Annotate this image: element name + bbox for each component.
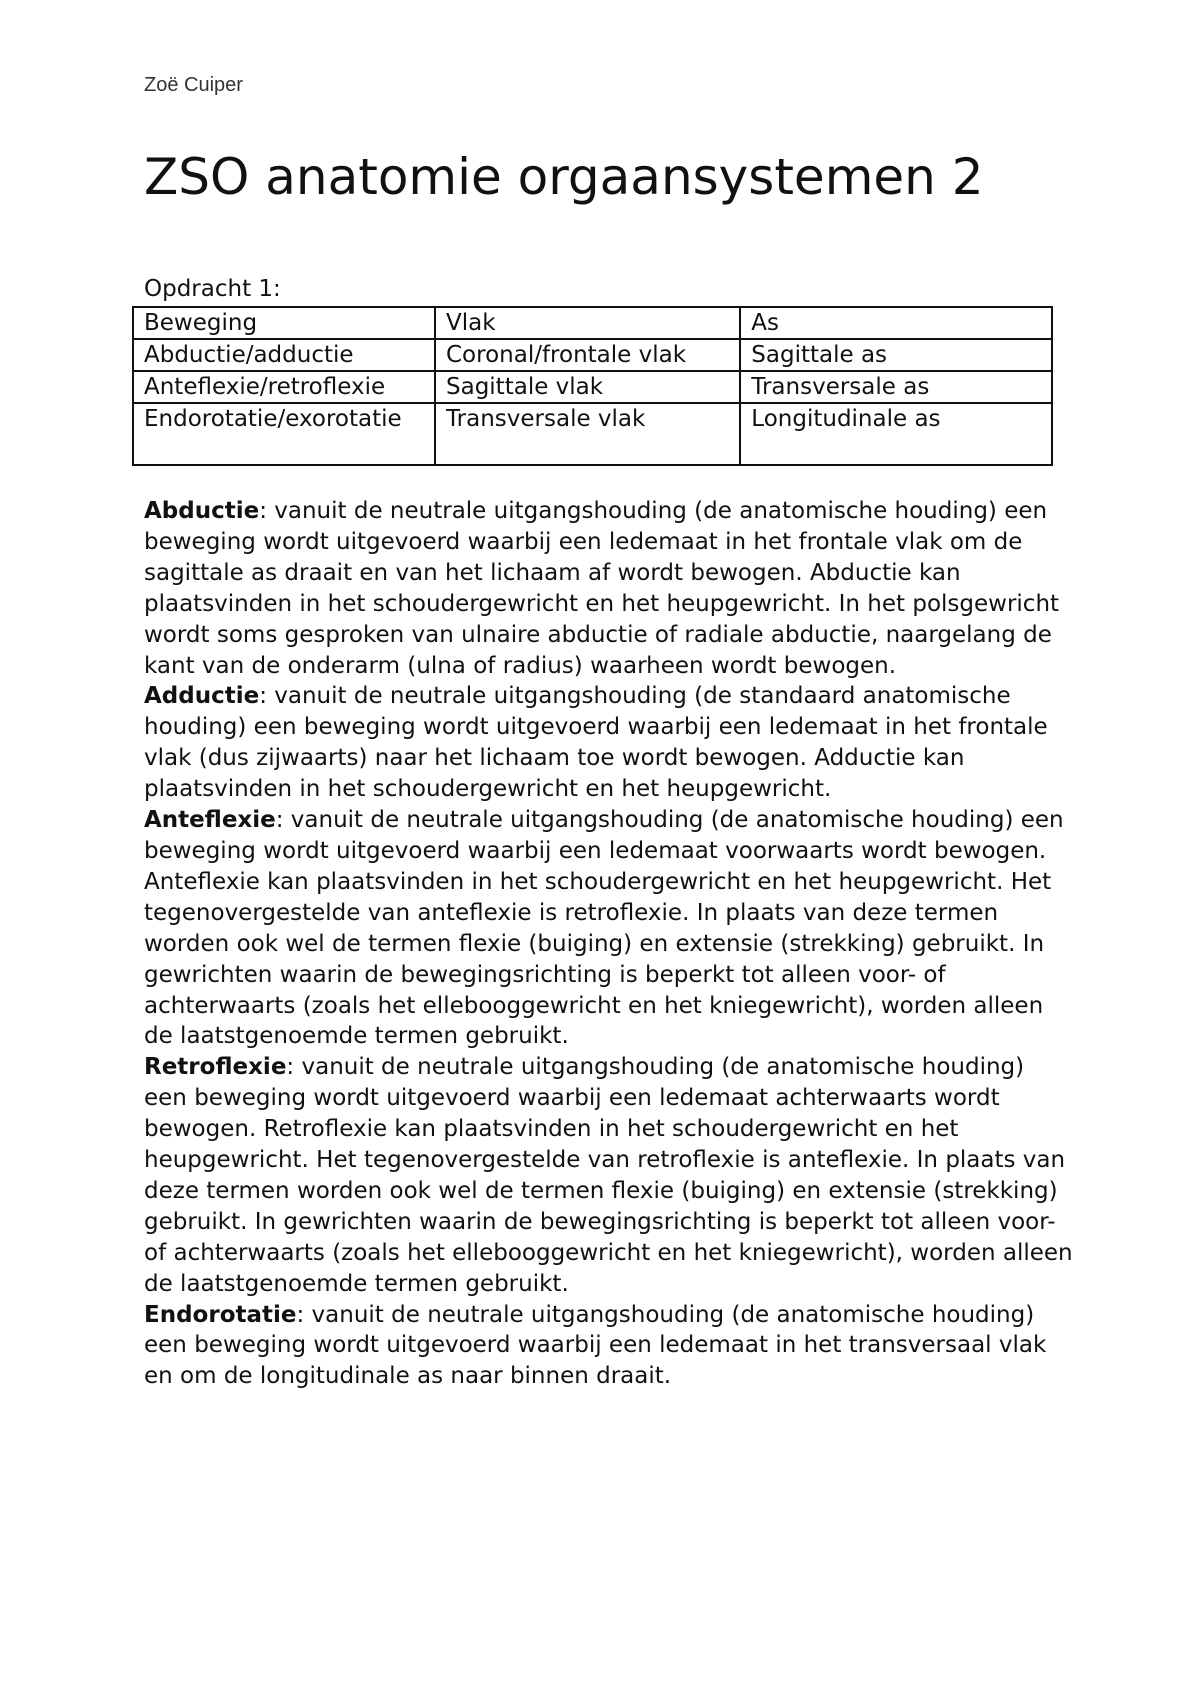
definition-retroflexie [144, 1052, 1074, 1299]
definition-adductie [144, 681, 1074, 805]
table-cell: Abductie/adductie [133, 339, 435, 371]
table-row [133, 403, 1052, 465]
definition-text: : vanuit de neutrale uitgangshouding (de anatomische houding) een beweging wordt uitgevoerd waarbij een ledemaat achterwaarts wordt bewogen. Retroflexie kan plaatsvinden in het schoudergewricht en het heupgewricht. Het tegenovergestelde van retroflexie is anteflexie. In plaats van deze termen worden ook wel de termen flexie (buiging) en extensie (strekking) gebruikt. In gewrichten waarin de bewegingsrichting is beperkt tot alleen voor- of achterwaarts (zoals het ellebooggewricht en het kniegewricht), worden alleen de laatstgenoemde termen gebruikt. [144, 1054, 1073, 1297]
movement-table [132, 306, 1053, 466]
term-label: Anteflexie [144, 807, 276, 834]
definition-endorotatie [144, 1300, 1074, 1393]
table-header-row [133, 307, 1052, 339]
definition-text: : vanuit de neutrale uitgangshouding (de standaard anatomische houding) een beweging wordt uitgevoerd waarbij een ledemaat in het frontale vlak (dus zijwaarts) naar het lichaam toe wordt bewogen. Adductie kan plaatsvinden in het schoudergewricht en het heupgewricht. [144, 683, 1048, 803]
table-row [133, 339, 1052, 371]
table-header-vlak: Vlak [435, 307, 740, 339]
definition-text: : vanuit de neutrale uitgangshouding (de anatomische houding) een beweging wordt uitgevoerd waarbij een ledemaat in het frontale vlak om de sagittale as draait en van het lichaam af wordt bewogen. Abductie kan plaatsvinden in het schoudergewricht en het heupgewricht. In het polsgewricht wordt soms gesproken van ulnaire abductie of radiale abductie, naargelang de kant van de onderarm (ulna of radius) waarheen wordt bewogen. [144, 498, 1060, 679]
author-name: Zoë Cuiper [144, 74, 243, 96]
table-row [133, 371, 1052, 403]
definition-text: : vanuit de neutrale uitgangshouding (de anatomische houding) een beweging wordt uitgevoerd waarbij een ledemaat voorwaarts wordt bewogen. Anteflexie kan plaatsvinden in het schoudergewricht en het heupgewricht. Het tegenovergestelde van anteflexie is retroflexie. In plaats van deze termen worden ook wel de termen flexie (buiging) en extensie (strekking) gebruikt. In gewrichten waarin de bewegingsrichting is beperkt tot alleen voor- of achterwaarts (zoals het ellebooggewricht en het kniegewricht), worden alleen de laatstgenoemde termen gebruikt. [144, 807, 1064, 1050]
term-label: Endorotatie [144, 1301, 297, 1328]
definition-anteflexie [144, 805, 1074, 1052]
table-header-as: As [740, 307, 1052, 339]
table-cell: Transversale as [740, 371, 1052, 403]
term-label: Adductie [144, 683, 260, 710]
table-cell: Anteflexie/retroflexie [133, 371, 435, 403]
table-header-beweging: Beweging [133, 307, 435, 339]
table-cell: Transversale vlak [435, 403, 740, 465]
table-cell-text: Endorotatie/exorotatie [144, 406, 402, 432]
table-cell [133, 403, 435, 465]
term-label: Retroflexie [144, 1054, 287, 1081]
table-cell: Longitudinale as [740, 403, 1052, 465]
document-title: ZSO anatomie orgaansystemen 2 [144, 148, 984, 206]
table-cell: Coronal/frontale vlak [435, 339, 740, 371]
definitions-body [144, 496, 1074, 1392]
assignment-label: Opdracht 1: [144, 276, 281, 302]
definition-abductie [144, 496, 1074, 681]
term-label: Abductie [144, 498, 260, 524]
definition-text: : vanuit de neutrale uitgangshouding (de anatomische houding) een beweging wordt uitgevoerd waarbij een ledemaat in het transversaal vlak en om de longitudinale as naar binnen draait. [144, 1301, 1047, 1390]
table-cell: Sagittale as [740, 339, 1052, 371]
table-cell: Sagittale vlak [435, 371, 740, 403]
